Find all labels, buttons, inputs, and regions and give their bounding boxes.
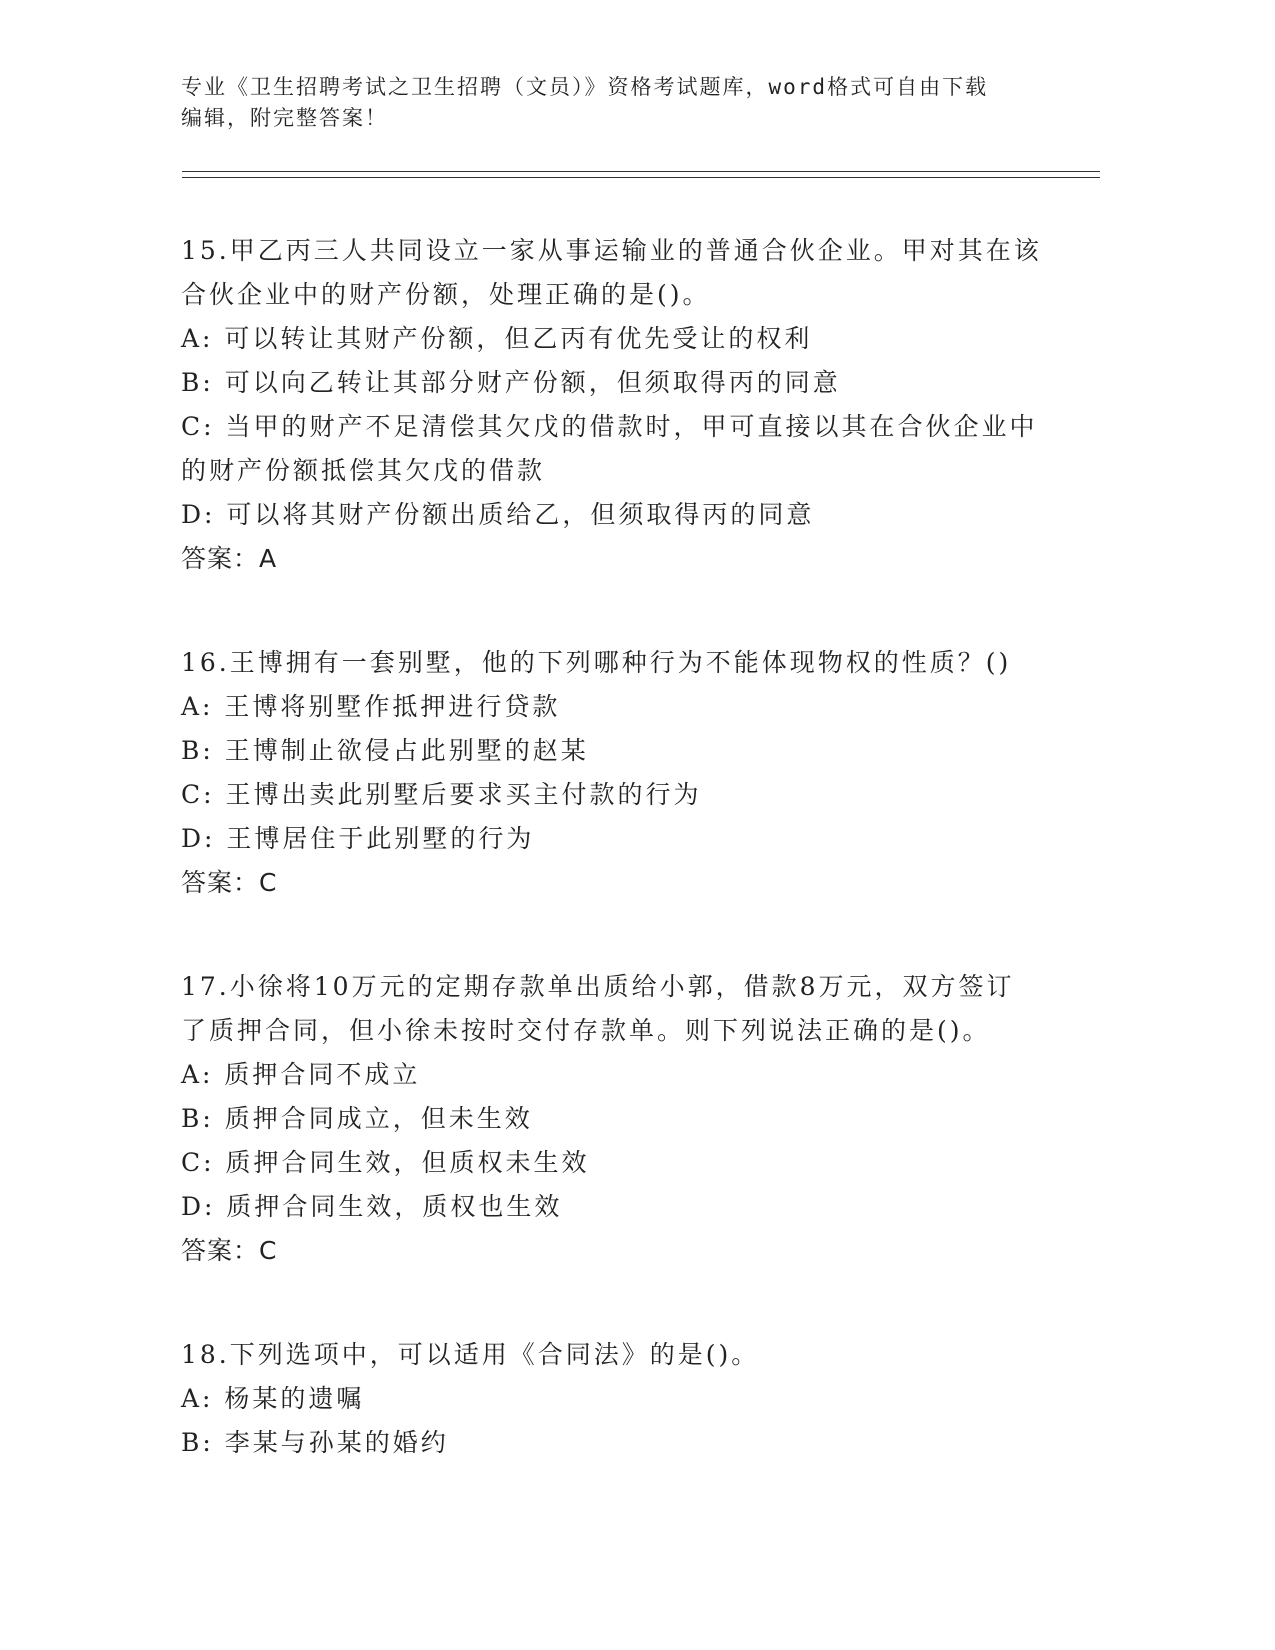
option-a: A: 可以转让其财产份额，但乙丙有优先受让的权利 bbox=[181, 324, 813, 353]
option-c: C: 当甲的财产不足清偿其欠戊的借款时，甲可直接以其在合伙企业中 bbox=[181, 412, 1038, 441]
question-stem-line: 18.下列选项中，可以适用《合同法》的是()。 bbox=[181, 1340, 760, 1369]
answer-label: 答案：C bbox=[181, 1236, 278, 1265]
question-18 bbox=[181, 1333, 1061, 1465]
header-line-2: 编辑，附完整答案！ bbox=[181, 106, 388, 130]
header-divider-bottom bbox=[182, 177, 1100, 178]
question-stem-line: 17.小徐将10万元的定期存款单出质给小郭，借款8万元，双方签订 bbox=[181, 972, 1015, 1001]
question-17 bbox=[181, 965, 1061, 1273]
option-b: B: 可以向乙转让其部分财产份额，但须取得丙的同意 bbox=[181, 368, 841, 397]
header-line-1: 专业《卫生招聘考试之卫生招聘（文员）》资格考试题库，word格式可自由下载 bbox=[181, 75, 989, 99]
option-a: A: 质押合同不成立 bbox=[181, 1060, 421, 1089]
answer-label: 答案：A bbox=[181, 544, 278, 573]
option-d: D: 质押合同生效，质权也生效 bbox=[181, 1192, 563, 1221]
option-d: D: 可以将其财产份额出质给乙，但须取得丙的同意 bbox=[181, 500, 815, 529]
question-16 bbox=[181, 641, 1061, 905]
option-c: C: 质押合同生效，但质权未生效 bbox=[181, 1148, 590, 1177]
option-c: C: 王博出卖此别墅后要求买主付款的行为 bbox=[181, 780, 702, 809]
question-stem-line: 15.甲乙丙三人共同设立一家从事运输业的普通合伙企业。甲对其在该 bbox=[181, 236, 1042, 265]
option-a: A: 王博将别墅作抵押进行贷款 bbox=[181, 692, 561, 721]
option-a: A: 杨某的遗嘱 bbox=[181, 1384, 365, 1413]
question-list bbox=[181, 229, 1061, 1525]
option-b: B: 李某与孙某的婚约 bbox=[181, 1428, 449, 1457]
question-15 bbox=[181, 229, 1061, 581]
question-stem-line: 16.王博拥有一套别墅，他的下列哪种行为不能体现物权的性质？() bbox=[181, 648, 1012, 677]
header-divider-top bbox=[182, 171, 1100, 172]
question-stem-line: 合伙企业中的财产份额，处理正确的是()。 bbox=[181, 280, 711, 309]
option-b: B: 质押合同成立，但未生效 bbox=[181, 1104, 533, 1133]
question-stem-line: 了质押合同，但小徐未按时交付存款单。则下列说法正确的是()。 bbox=[181, 1016, 991, 1045]
option-b: B: 王博制止欲侵占此别墅的赵某 bbox=[181, 736, 589, 765]
document-header bbox=[181, 72, 1081, 134]
answer-label: 答案：C bbox=[181, 868, 278, 897]
option-c-continued: 的财产份额抵偿其欠戊的借款 bbox=[181, 456, 546, 485]
option-d: D: 王博居住于此别墅的行为 bbox=[181, 824, 535, 853]
